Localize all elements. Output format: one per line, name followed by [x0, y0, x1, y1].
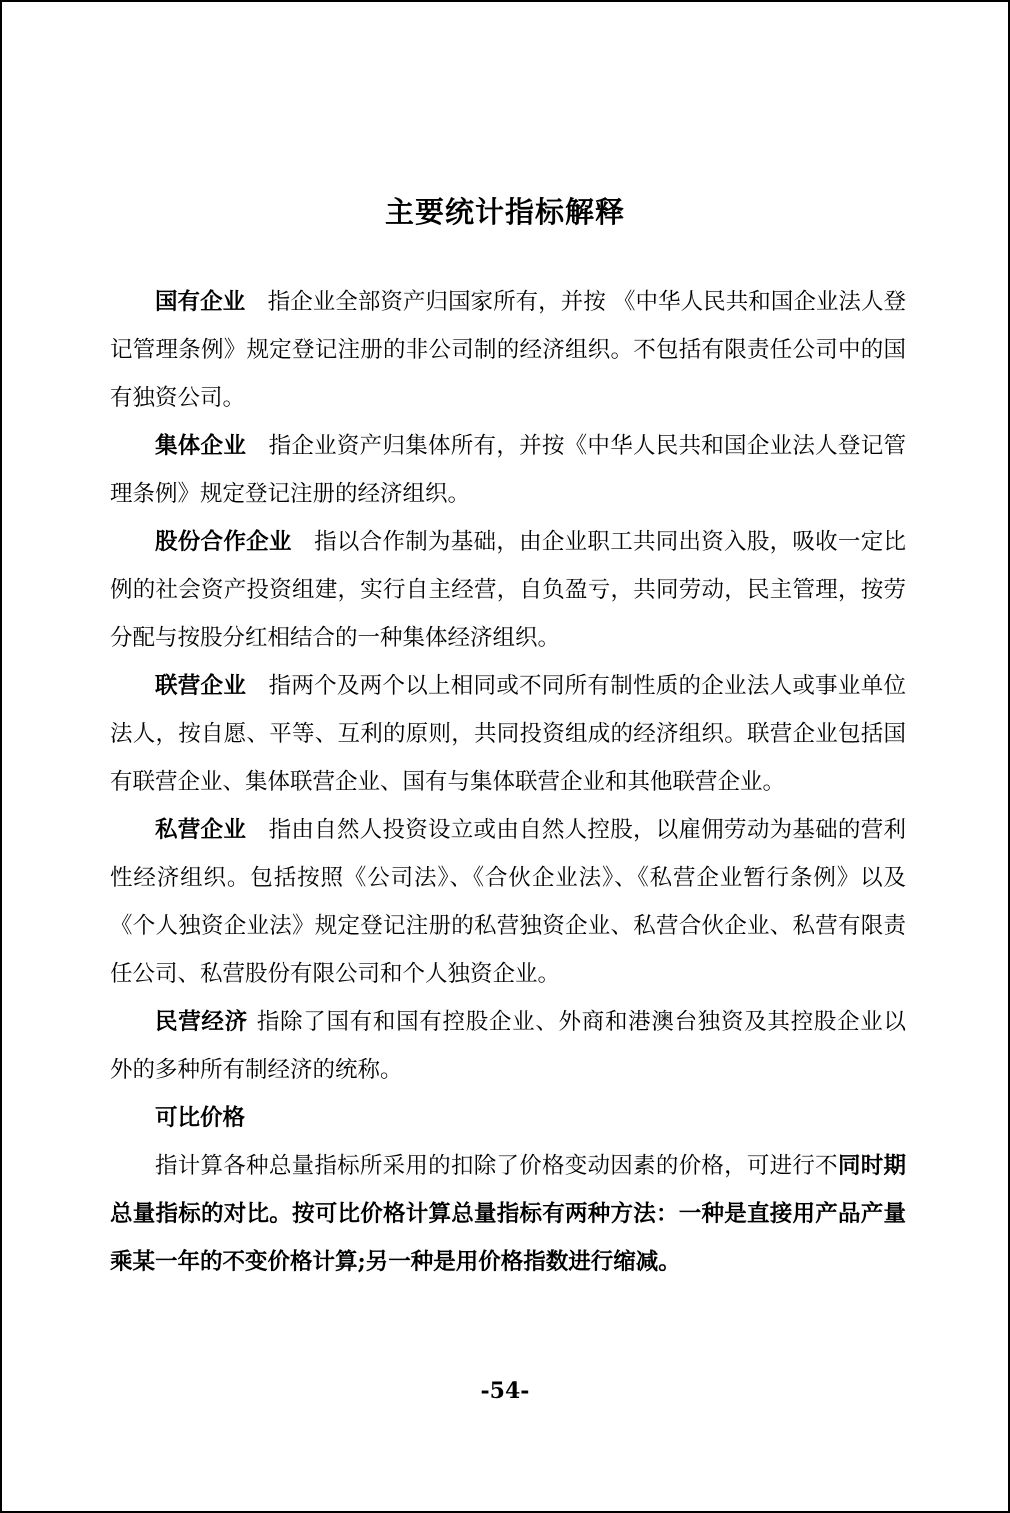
- definition-paragraph: [110, 806, 906, 998]
- term-label: 国有企业: [155, 289, 246, 315]
- term-label: 股份合作企业: [155, 529, 292, 555]
- page-title: 主要统计指标解释: [384, 195, 625, 229]
- definition-paragraph: [110, 518, 906, 662]
- definition-text: 指计算各种总量指标所采用的扣除了价格变动因素的价格，可进行不: [155, 1153, 838, 1179]
- term-label: 私营企业: [155, 817, 247, 843]
- definition-text: 指除了国有和国有控股企业、外商和港澳台独资及其控股企业以外的多种所有制经济的统称。: [110, 1009, 906, 1083]
- definition-paragraph: [110, 662, 906, 806]
- section-heading: 可比价格: [155, 1105, 246, 1131]
- definition-text-bold: 同时期总量指标的对比。按可比价格计算总量指标有两种方法：一种是直接用产品产量乘某一年的不变价格计算;另一种是用价格指数进行缩减。: [110, 1153, 906, 1275]
- definition-paragraph: [110, 1142, 906, 1286]
- definition-text: 指由自然人投资设立或由自然人控股，以雇佣劳动为基础的营利性经济组织。包括按照《公司法》、《合伙企业法》、《私营企业暂行条例》以及《个人独资企业法》规定登记注册的私营独资企业、私营合伙企业、私营有限责任公司、私营股份有限公司和个人独资企业。: [110, 817, 906, 987]
- document-body: [110, 278, 906, 1286]
- definition-text: 指两个及两个以上相同或不同所有制性质的企业法人或事业单位法人，按自愿、平等、互利的原则，共同投资组成的经济组织。联营企业包括国有联营企业、集体联营企业、国有与集体联营企业和其他联营企业。: [110, 673, 906, 795]
- definition-text: 指企业资产归集体所有，并按《中华人民共和国企业法人登记管理条例》规定登记注册的经济组织。: [110, 433, 906, 507]
- definition-paragraph: [110, 278, 906, 422]
- term-label: 联营企业: [155, 673, 247, 699]
- term-label: 集体企业: [155, 433, 247, 459]
- definition-text: 指以合作制为基础，由企业职工共同出资入股，吸收一定比例的社会资产投资组建，实行自主经营，自负盈亏，共同劳动，民主管理，按劳分配与按股分红相结合的一种集体经济组织。: [110, 529, 906, 651]
- term-label: 民营经济: [155, 1009, 248, 1035]
- definition-paragraph: [110, 998, 906, 1094]
- definition-text: 指企业全部资产归国家所有，并按 《中华人民共和国企业法人登记管理条例》规定登记注册的非公司制的经济组织。不包括有限责任公司中的国有独资公司。: [110, 289, 906, 411]
- page-number: -54-: [480, 1378, 530, 1404]
- definition-paragraph: [110, 422, 906, 518]
